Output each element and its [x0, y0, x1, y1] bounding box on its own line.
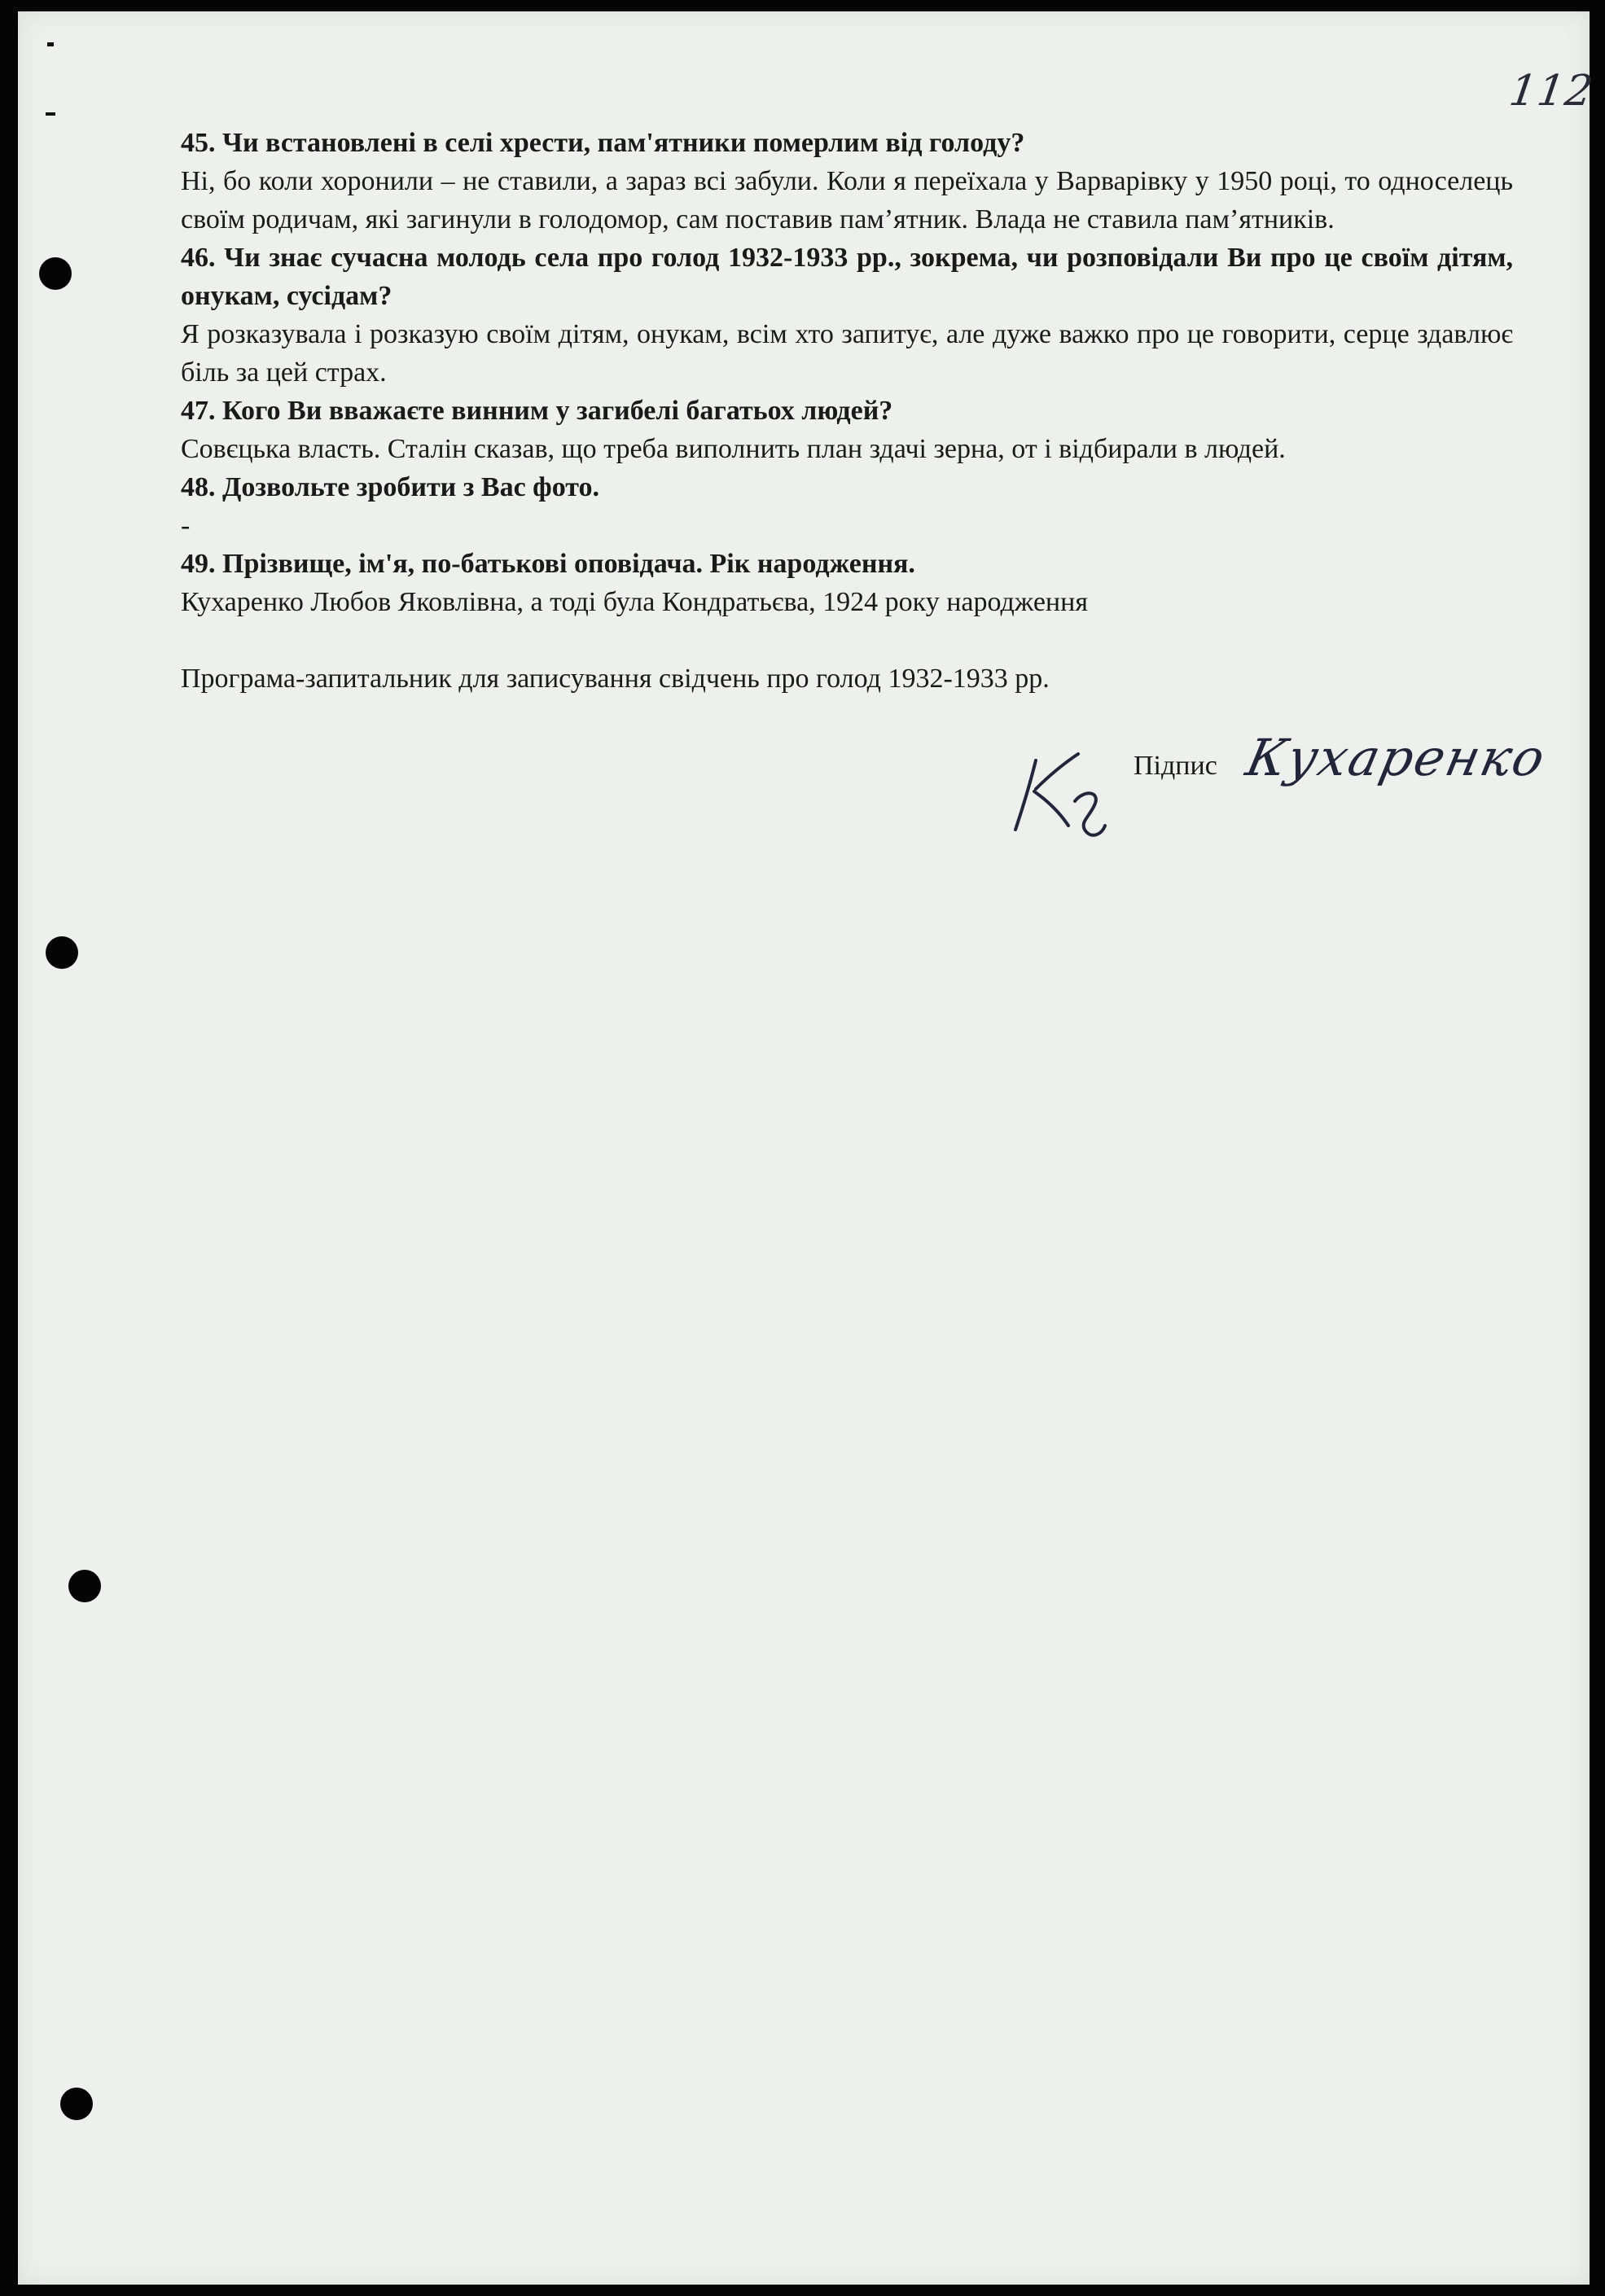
paper-sheet [18, 11, 1597, 2285]
punch-hole [60, 2088, 93, 2120]
question-49: 49. Прізвище, ім'я, по-батькові оповідача. Рік народження. [181, 549, 915, 579]
signature-label: Підпис [1134, 751, 1217, 781]
scan-speck [46, 112, 55, 116]
handwritten-signature: Кухаренко [1241, 728, 1552, 787]
answer-48: - [181, 510, 191, 541]
punch-hole [68, 1570, 101, 1602]
answer-46: Я розказувала і розказую своїм дітям, онукам, всім хто запитує, але дуже важко про це говорити, серце здавлює біль за цей страх. [181, 319, 1513, 388]
question-47: 47. Кого Ви вважаєте винним у загибелі багатьох людей? [181, 396, 893, 426]
answer-49: Кухаренко Любов Яковлівна, а тоді була Кондратьєва, 1924 року народження [181, 587, 1088, 617]
punch-hole [39, 257, 72, 290]
question-46: 46. Чи знає сучасна молодь села про голод 1932-1933 рр., зокрема, чи розповідали Ви про це своїм дітям, онукам, сусідам? [181, 243, 1513, 311]
punch-hole [46, 936, 78, 969]
page-number: 112 [1506, 67, 1597, 116]
spacer [181, 621, 1513, 659]
question-45: 45. Чи встановлені в селі хрести, пам'ятники померлим від голоду? [181, 128, 1025, 158]
questionnaire-body [181, 124, 1513, 698]
initials-signature-icon [1003, 744, 1134, 842]
answer-45: Ні, бо коли хоронили – не ставили, а зараз всі забули. Коли я переїхала у Варварівку у 1950 році, то односелець своїм родичам, які загинули в голодомор, сам поставив пам’ятник. Влада не ставила пам’ятників. [181, 166, 1513, 234]
scan-speck [47, 42, 54, 46]
question-48: 48. Дозвольте зробити з Вас фото. [181, 472, 600, 502]
answer-47: Совєцька власть. Сталін сказав, що треба виполнить план здачі зерна, от і відбирали в людей. [181, 434, 1286, 464]
footer-text: Програма-запитальник для записування свідчень про голод 1932-1933 рр. [181, 664, 1050, 694]
signature-area [1003, 728, 1605, 842]
